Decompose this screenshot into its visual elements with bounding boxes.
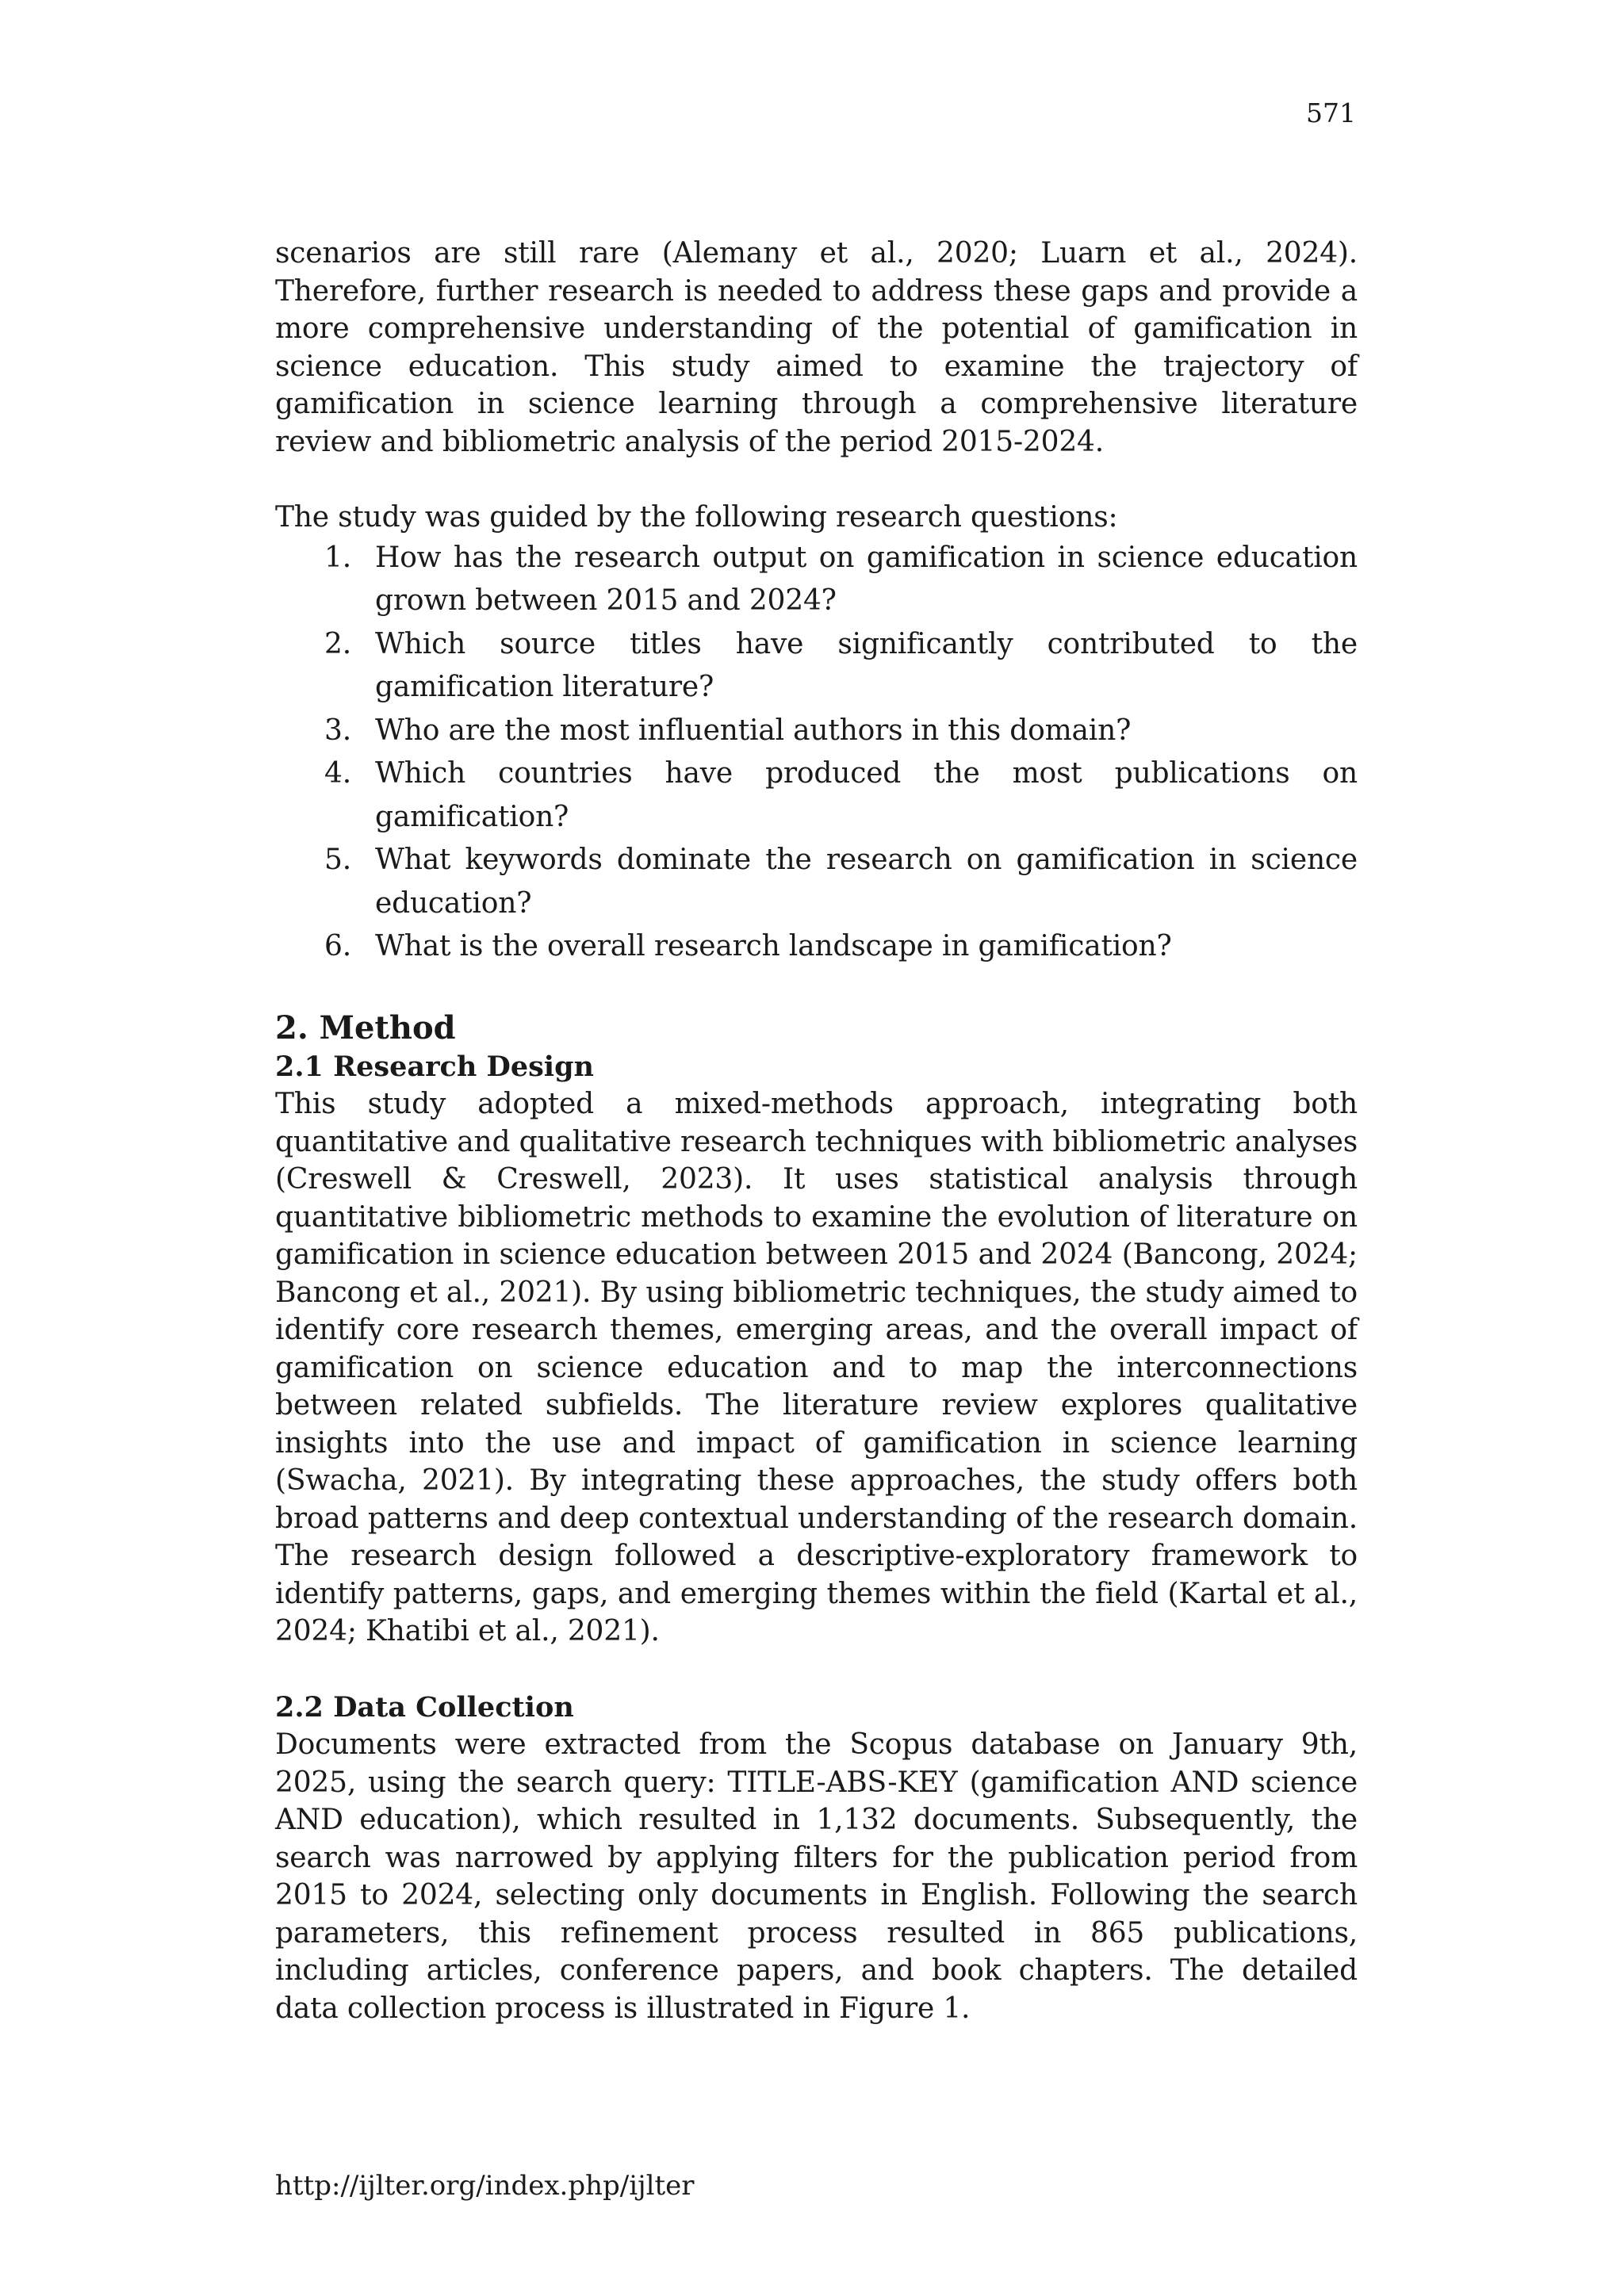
subsection-heading-data-collection: 2.2 Data Collection — [275, 1690, 574, 1724]
list-item — [275, 537, 1358, 623]
list-item — [275, 623, 1358, 710]
subsection-heading-research-design: 2.1 Research Design — [275, 1050, 595, 1083]
footer-url: http://ijlter.org/index.php/ijlter — [275, 2170, 695, 2202]
list-item — [275, 752, 1358, 839]
list-item-number: 3. — [324, 714, 351, 747]
list-item-number: 1. — [324, 541, 351, 574]
list-item-text: What is the overall research landscape in gamification? — [375, 930, 1172, 962]
list-item-number: 4. — [324, 757, 351, 790]
intro-paragraph: scenarios are still rare (Alemany et al., 2020; Luarn et al., 2024). Therefore, further research is needed to address these gaps and provide a more comprehensive understanding of the potential of gamification in science education. This study aimed to examine the trajectory of gamification in science learning through a comprehensive literature review and bibliometric analysis of the period 2015-2024. — [275, 237, 1358, 458]
section-heading-method: 2. Method — [275, 1008, 456, 1047]
research-design-paragraph: This study adopted a mixed-methods approach, integrating both quantitative and qualitative research techniques with bibliometric analyses (Creswell & Creswell, 2023). It uses statistical analysis through quantitative bibliometric methods to examine the evolution of literature on gamification in science education between 2015 and 2024 (Bancong, 2024; Bancong et al., 2021). By using bibliometric techniques, the study aimed to identify core research themes, emerging areas, and the overall impact of gamification on science education and to map the interconnections between related subfields. The literature review explores qualitative insights into the use and impact of gamification in science learning (Swacha, 2021). By integrating these approaches, the study offers both broad patterns and deep contextual understanding of the research domain. The research design followed a descriptive-exploratory framework to identify patterns, gaps, and emerging themes within the field (Kartal et al., 2024; Khatibi et al., 2021). — [275, 1088, 1358, 1647]
list-item — [275, 839, 1358, 925]
list-item-text: Which source titles have significantly contributed to the gamification literature? — [375, 627, 1358, 703]
list-item-text: What keywords dominate the research on gamification in science education? — [375, 844, 1358, 920]
list-item-number: 5. — [324, 844, 351, 876]
page-body — [275, 235, 1358, 2027]
page-number: 571 — [1306, 98, 1356, 128]
list-item-text: Who are the most influential authors in this domain? — [375, 714, 1132, 747]
list-item — [275, 925, 1358, 969]
list-item — [275, 710, 1358, 753]
list-item-number: 2. — [324, 627, 351, 660]
list-item-text: How has the research output on gamification in science education grown between 2015 and 2024? — [375, 541, 1358, 617]
data-collection-paragraph: Documents were extracted from the Scopus database on January 9th, 2025, using the search query: TITLE-ABS-KEY (gamification AND science AND education), which resulted in 1,132 documents. Subsequently, the search was narrowed by applying filters for the publication period from 2015 to 2024, selecting only documents in English. Following the search parameters, this refinement process resulted in 865 publications, including articles, conference papers, and book chapters. The detailed data collection process is illustrated in Figure 1. — [275, 1728, 1358, 2025]
list-item-text: Which countries have produced the most publications on gamification? — [375, 757, 1358, 833]
list-item-number: 6. — [324, 930, 351, 962]
research-questions-lead: The study was guided by the following research questions: — [275, 501, 1118, 534]
research-questions-list — [275, 537, 1358, 969]
